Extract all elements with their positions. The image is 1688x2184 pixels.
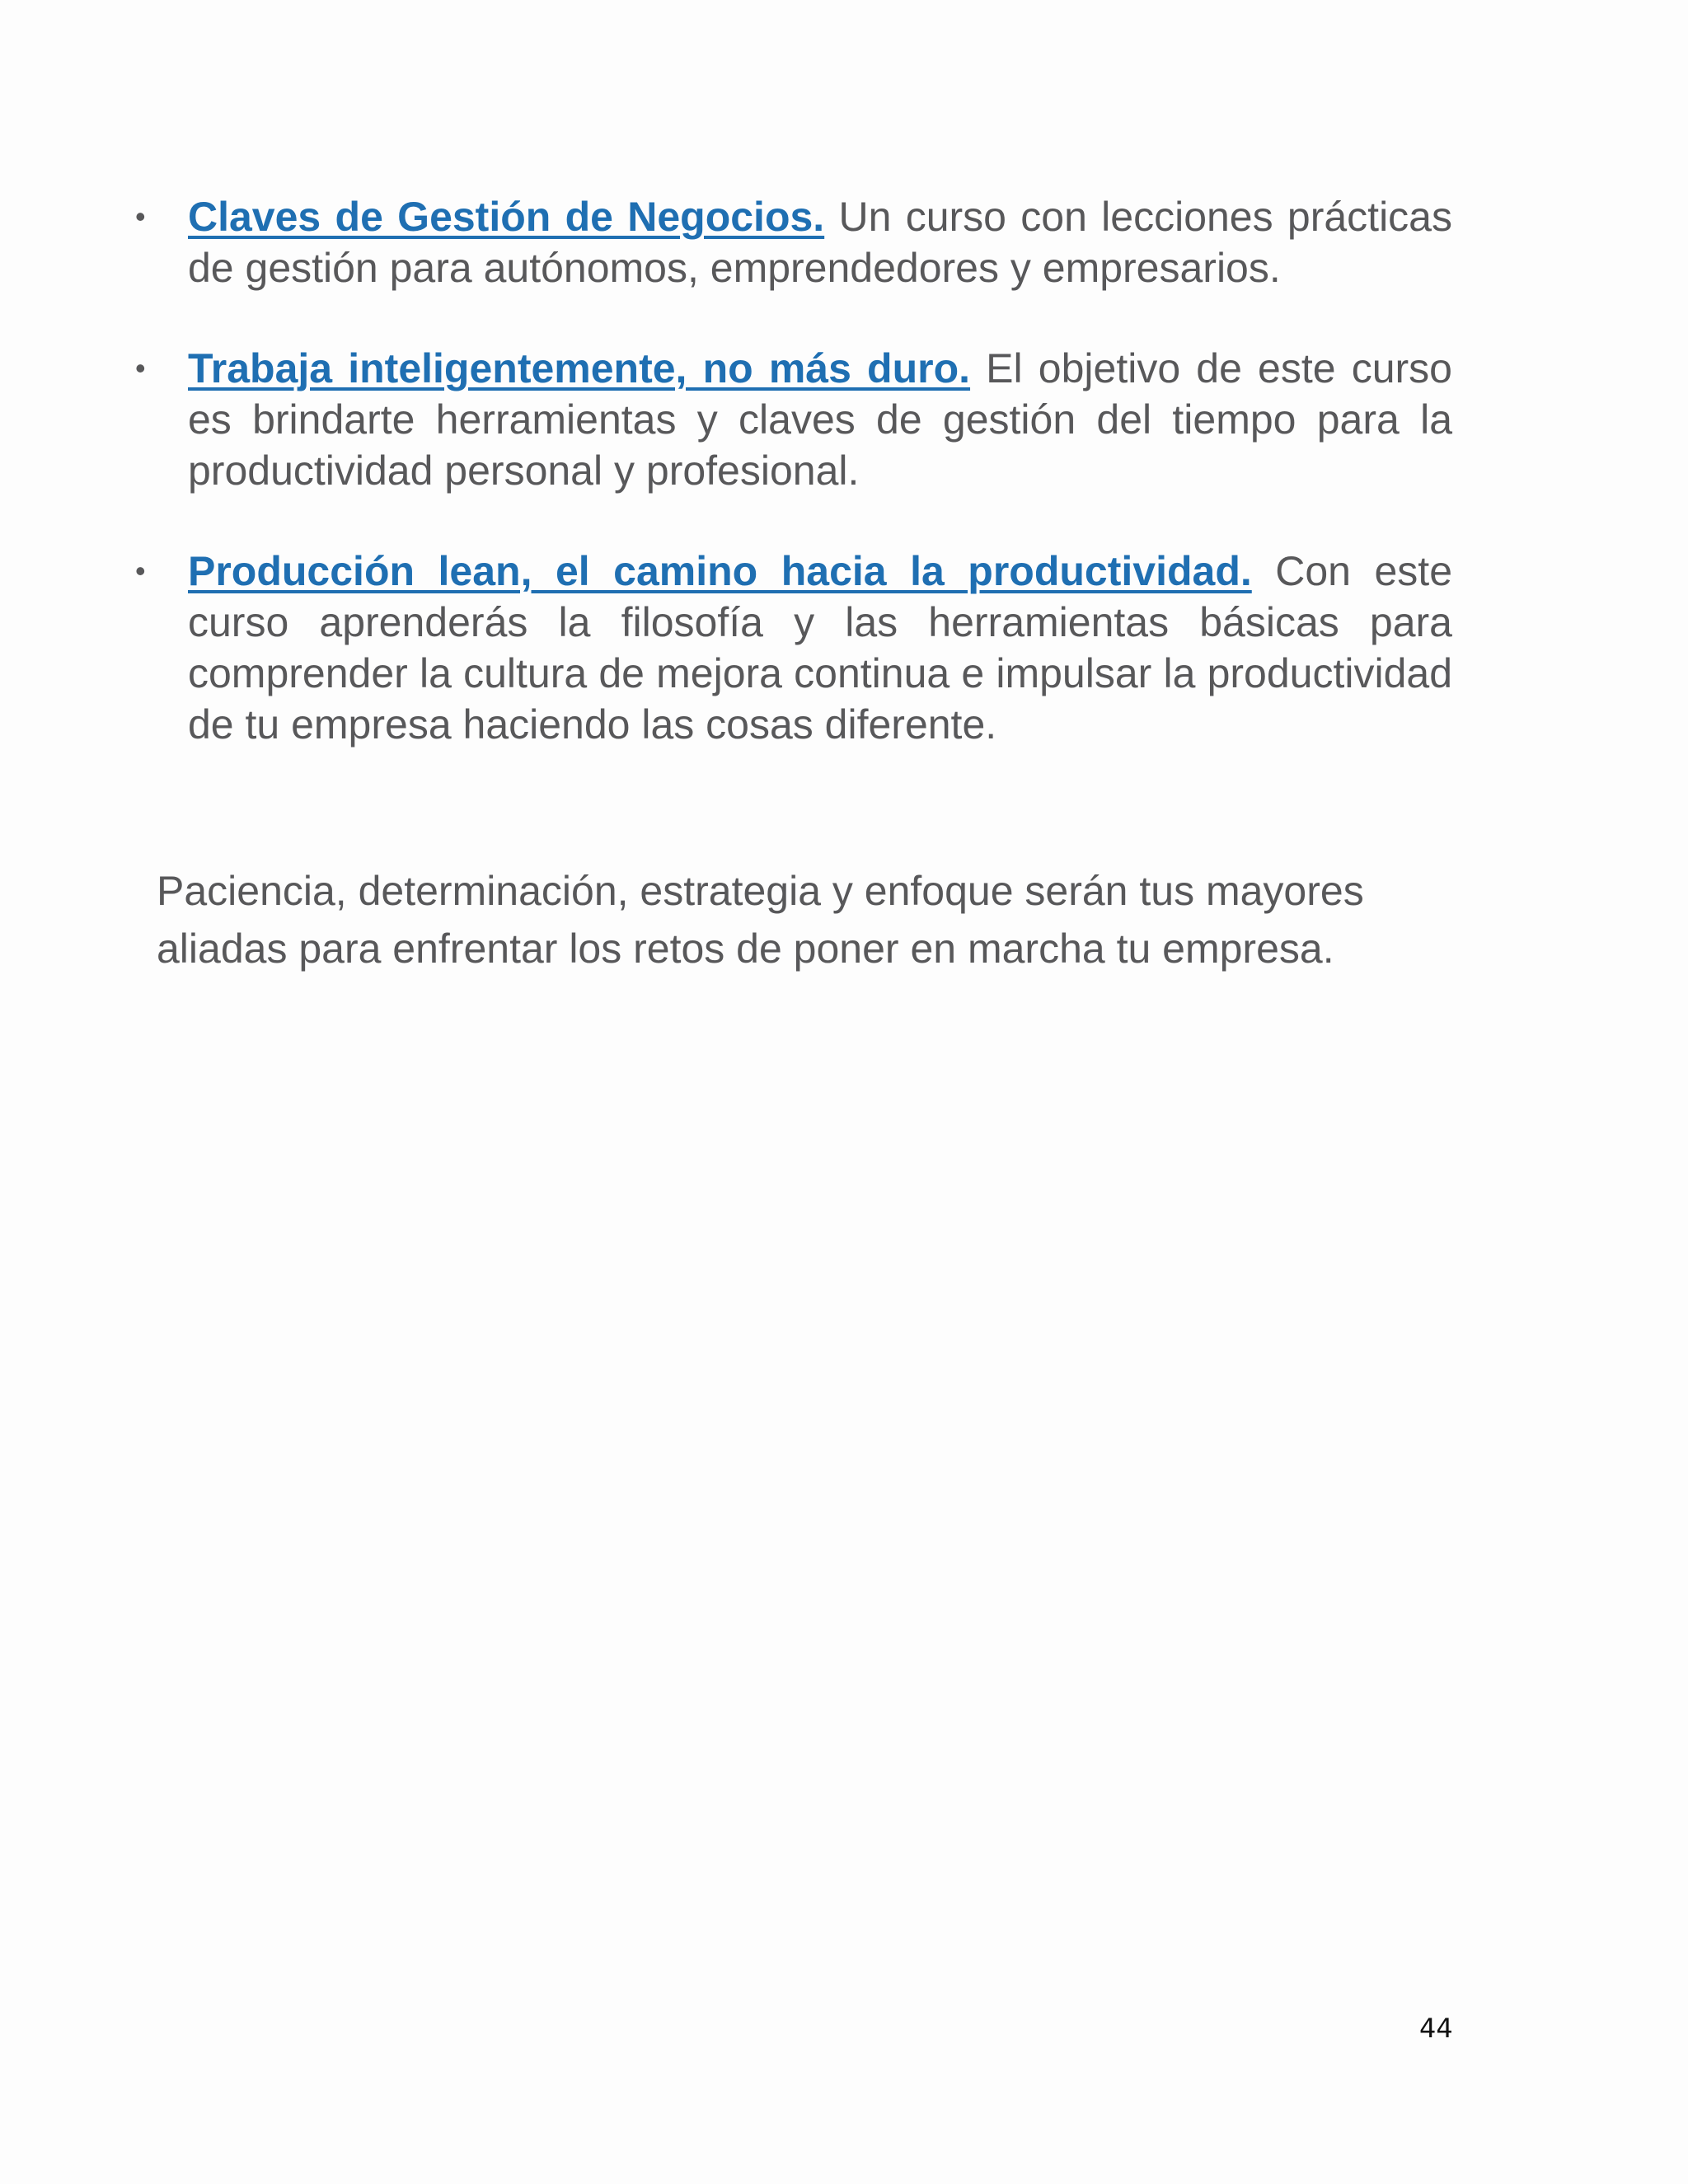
bullet-icon: • (135, 199, 146, 233)
course-list (132, 191, 1452, 750)
course-description: Con este curso aprenderás la filosofía y las herramientas básicas para comprender la cultura de mejora continua e impulsar la productividad de tu empresa haciendo las cosas diferente. (188, 548, 1453, 748)
course-link-trabaja-inteligentemente[interactable]: Trabaja inteligentemente, no más duro. (188, 345, 971, 391)
bullet-icon: • (135, 351, 146, 385)
course-description: Un curso con lecciones prácticas de gestión para autónomos, emprendedores y empresarios. (188, 194, 1452, 291)
page-number: 44 (1419, 2013, 1453, 2044)
closing-paragraph: Paciencia, determinación, estrategia y enfoque serán tus mayores aliadas para enfrentar los retos de poner en marcha tu empresa. (157, 868, 1364, 972)
list-item (132, 191, 1452, 293)
bullet-icon: • (135, 554, 146, 588)
list-item (132, 546, 1452, 750)
course-link-produccion-lean[interactable]: Producción lean, el camino hacia la productividad. (188, 548, 1252, 594)
course-link-claves-gestion[interactable]: Claves de Gestión de Negocios. (188, 194, 825, 240)
list-item (132, 343, 1452, 496)
course-description: El objetivo de este curso es brindarte herramientas y claves de gestión del tiempo para la productividad personal y profesional. (188, 345, 1452, 494)
